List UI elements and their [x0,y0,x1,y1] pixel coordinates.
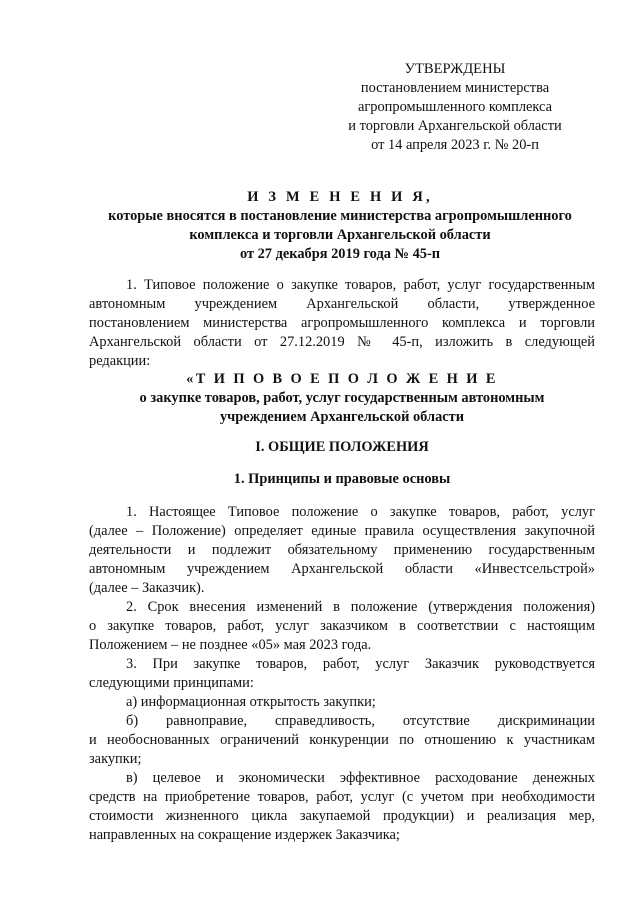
text-line: средств на приобретение товаров, работ, услуг (с учетом при необходимости [89,789,595,805]
text-line: редакции: [89,353,151,369]
text-line: 3. При закупке товаров, работ, услуг Заказчик руководствуется [126,656,595,672]
intro-paragraph [89,276,595,371]
paragraph-3 [89,655,595,693]
subsection-title [89,470,595,489]
text-line: Архангельской области от 27.12.2019 № 45-п, изложить в следующей [89,334,595,350]
approval-line: от 14 апреля 2023 г. № 20-п [371,137,539,153]
regulation-title-line: учреждением Архангельской области [219,409,465,425]
approval-heading: УТВЕРЖДЕНЫ [404,61,506,77]
text-line: в) целевое и экономически эффективное расходование денежных [126,770,595,786]
text-line: и необоснованных ограничений конкуренции по отношению к участникам [89,732,595,748]
paragraph-2 [89,598,595,655]
text-line: 2. Срок внесения изменений в положение (утверждения положения) [126,599,595,615]
approval-line: и торговли Архангельской области [348,118,562,134]
regulation-heading: «Т И П О В О Е П О Л О Ж Е Н И Е [186,371,498,387]
text-line: (далее – Заказчик). [89,580,205,596]
text-line: б) равноправие, справедливость, отсутствие дискриминации [126,713,595,729]
title-heading: И З М Е Н Е Н И Я, [247,189,433,205]
section-heading: I. ОБЩИЕ ПОЛОЖЕНИЯ [255,439,429,455]
text-line: следующими принципами: [89,675,254,691]
text-line: (далее – Положение) определяет единые правила осуществления закупочной [89,523,595,539]
text-line: 1. Настоящее Типовое положение о закупке товаров, работ, услуг [126,504,595,520]
section-title [89,438,595,457]
text-line: направленных на сокращение издержек Заказчика; [89,827,400,843]
title-line: от 27 декабря 2019 года № 45-п [239,246,441,262]
text-line: 1. Типовое положение о закупке товаров, работ, услуг государственным [126,277,595,293]
text-line: закупки; [89,751,142,767]
text-line: а) информационная открытость закупки; [126,694,376,710]
approval-line: агропромышленного комплекса [358,99,552,115]
text-line: о закупке товаров, работ, услуг заказчиком в соответствии с настоящим [89,618,595,634]
paragraph-item-c [89,769,595,845]
document-title [80,188,600,264]
text-line: стоимости жизненного цикла закупаемой продукции) и реализация мер, [89,808,595,824]
text-line: постановлением министерства агропромышленного комплекса и торговли [89,315,595,331]
text-line: автономным учреждением Архангельской области, утвержденное [89,296,595,312]
subsection-heading: 1. Принципы и правовые основы [233,471,451,487]
approval-line: постановлением министерства [360,80,550,96]
paragraph-item-a [89,693,595,712]
paragraph-item-b [89,712,595,769]
text-line: Положением – не позднее «05» мая 2023 года. [89,637,372,653]
text-line: деятельности и подлежит обязательному применению государственным [89,542,595,558]
regulation-title-line: о закупке товаров, работ, услуг государственным автономным [139,390,545,406]
title-line: которые вносятся в постановление министерства агропромышленного [108,208,572,224]
paragraph-1 [89,503,595,598]
regulation-title [89,370,595,427]
title-line: комплекса и торговли Архангельской области [189,227,491,243]
approval-stamp [330,60,580,155]
text-line: автономным учреждением Архангельской области «Инвестсельстрой» [89,561,595,577]
